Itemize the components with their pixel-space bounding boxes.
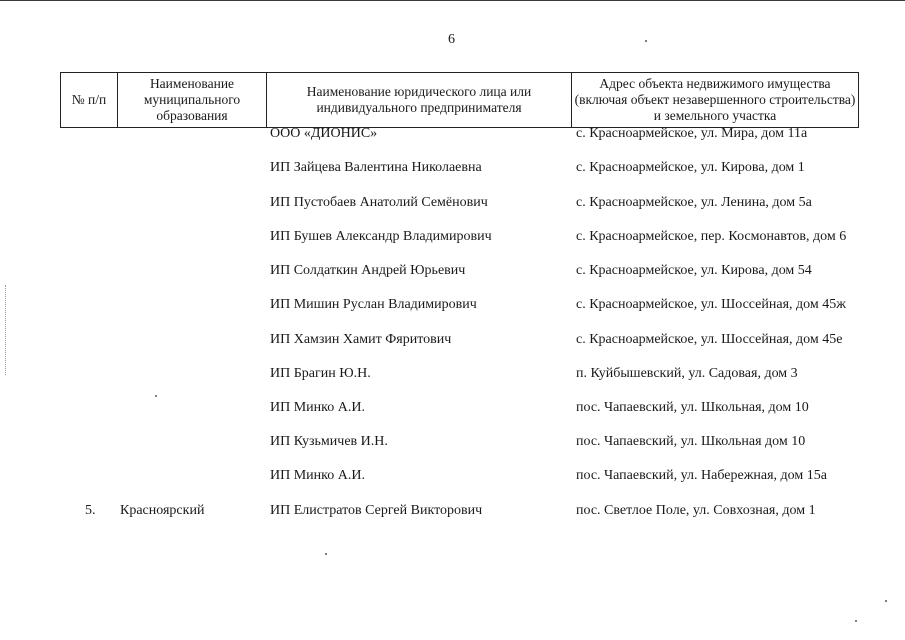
row-entity: ИП Елистратов Сергей Викторович — [270, 503, 483, 518]
row-municipality: Красноярский — [120, 503, 205, 518]
row-address: с. Красноармейское, ул. Шоссейная, дом 45е — [576, 332, 843, 347]
row-entity: ИП Кузьмичев И.Н. — [270, 434, 388, 449]
scan-speck — [155, 395, 157, 397]
row-number: 5. — [85, 503, 96, 518]
row-address: с. Красноармейское, ул. Мира, дом 11а — [576, 126, 808, 141]
scan-speck — [855, 620, 857, 622]
row-entity: ИП Бушев Александр Владимирович — [270, 229, 492, 244]
row-entity: ИП Зайцева Валентина Николаевна — [270, 160, 482, 175]
page-number: 6 — [448, 32, 455, 47]
row-address: с. Красноармейское, ул. Ленина, дом 5а — [576, 195, 812, 210]
scan-edge-line — [0, 0, 905, 1]
row-address: пос. Чапаевский, ул. Школьная дом 10 — [576, 434, 806, 449]
row-entity: ИП Минко А.И. — [270, 400, 365, 415]
table-header — [60, 72, 859, 128]
row-entity: ИП Мишин Руслан Владимирович — [270, 297, 477, 312]
row-entity: ИП Пустобаев Анатолий Семёнович — [270, 195, 488, 210]
row-address: пос. Светлое Поле, ул. Совхозная, дом 1 — [576, 503, 816, 518]
scan-speck — [325, 553, 327, 555]
row-address: с. Красноармейское, ул. Кирова, дом 54 — [576, 263, 812, 278]
row-entity: ИП Солдаткин Андрей Юрьевич — [270, 263, 466, 278]
scan-speck — [645, 40, 647, 42]
header-entity: Наименование юридического лица или индивидуального предпринимателя — [267, 73, 572, 128]
row-address: с. Красноармейское, ул. Кирова, дом 1 — [576, 160, 805, 175]
row-address: с. Красноармейское, ул. Шоссейная, дом 45ж — [576, 297, 846, 312]
row-entity: ИП Хамзин Хамит Фяритович — [270, 332, 452, 347]
row-address: с. Красноармейское, пер. Космонавтов, дом 6 — [576, 229, 847, 244]
header-number: № п/п — [61, 73, 118, 128]
row-entity: ИП Брагин Ю.Н. — [270, 366, 371, 381]
row-address: пос. Чапаевский, ул. Набережная, дом 15а — [576, 468, 827, 483]
row-entity: ООО «ДИОНИС» — [270, 126, 378, 141]
header-municipality: Наименование муниципального образования — [118, 73, 267, 128]
row-address: пос. Чапаевский, ул. Школьная, дом 10 — [576, 400, 809, 415]
header-address: Адрес объекта недвижимого имущества (включая объект незавершенного строительства) и земельного участка — [572, 73, 859, 128]
scan-speck — [885, 600, 887, 602]
row-address: п. Куйбышевский, ул. Садовая, дом 3 — [576, 366, 798, 381]
row-entity: ИП Минко А.И. — [270, 468, 365, 483]
scan-margin-marks — [5, 285, 10, 375]
